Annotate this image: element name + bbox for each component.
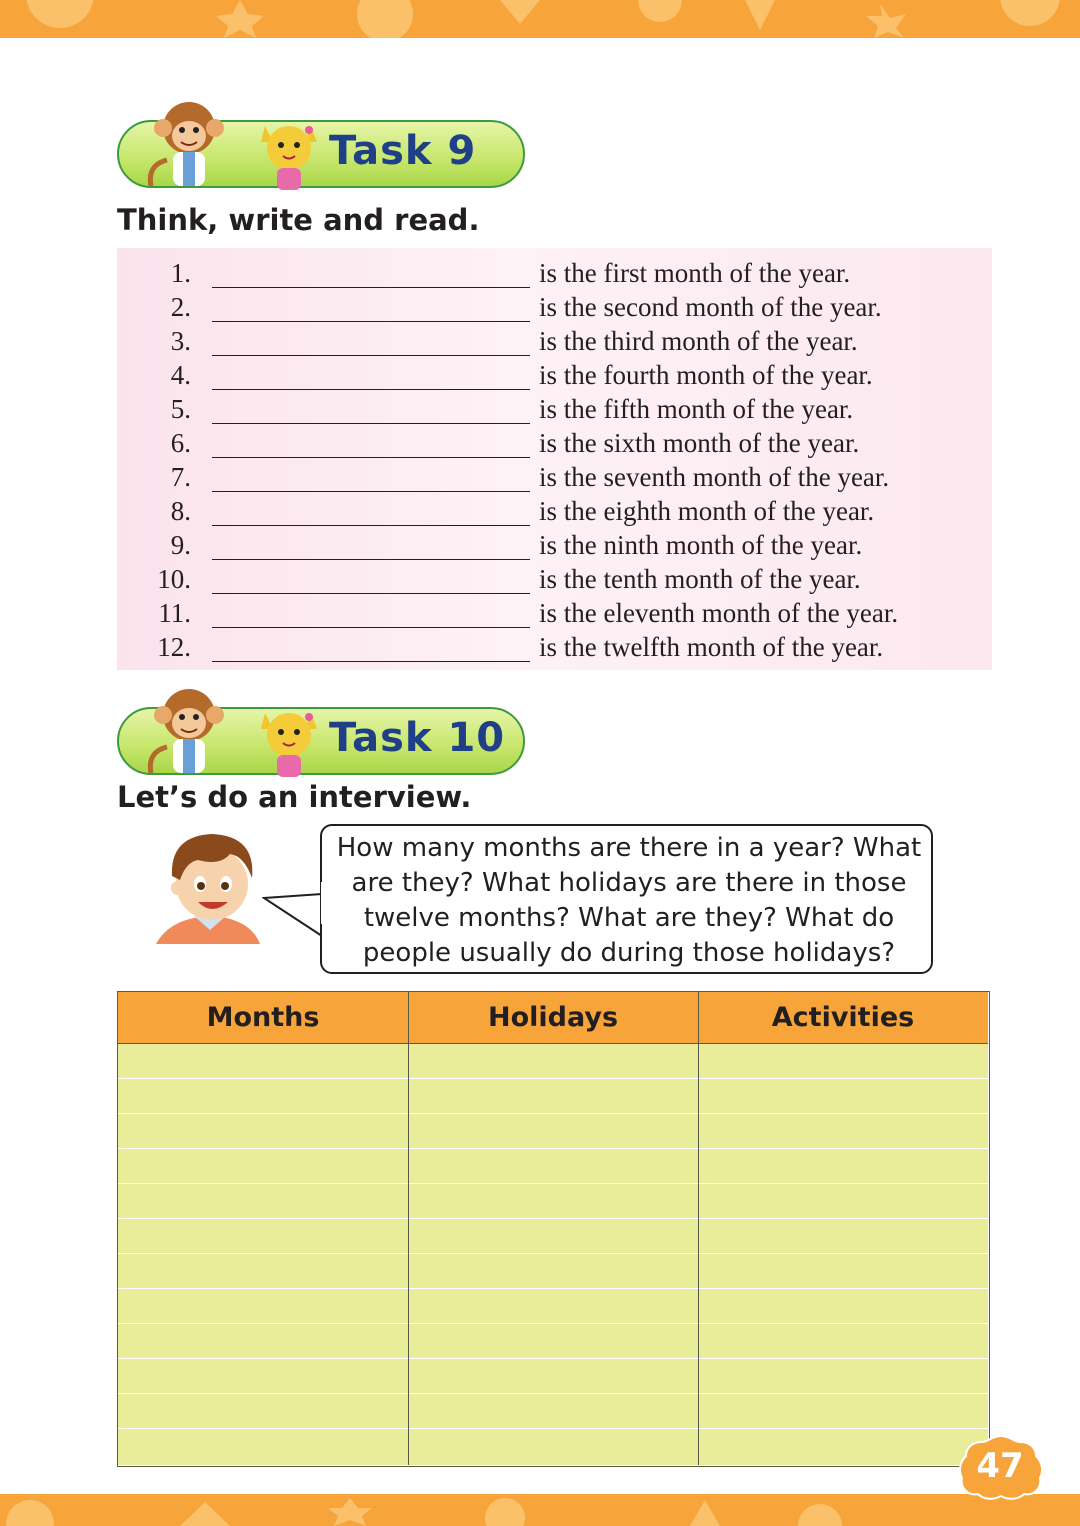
- task10-title: Task 10: [329, 715, 506, 761]
- item-text: is the fifth month of the year.: [539, 394, 854, 424]
- item-text: is the first month of the year.: [539, 258, 851, 288]
- answer-blank[interactable]: [212, 661, 530, 662]
- answer-blank[interactable]: [212, 559, 530, 560]
- speech-line: twelve months? What are they? What do: [363, 903, 895, 933]
- list-item: [117, 324, 992, 358]
- list-item: [117, 460, 992, 494]
- list-item: [117, 392, 992, 426]
- task9-instruction: Think, write and read.: [117, 203, 480, 237]
- item-text: is the twelfth month of the year.: [539, 632, 884, 662]
- column-divider: [698, 992, 699, 1465]
- answer-blank[interactable]: [212, 321, 530, 322]
- month-list-panel: [117, 248, 992, 670]
- task10-instruction: Let’s do an interview.: [117, 780, 472, 814]
- bottom-decorative-band: [0, 1494, 1080, 1526]
- list-item: [117, 596, 992, 630]
- item-number: 10.: [157, 564, 191, 594]
- monkey-mascot-icon: [127, 677, 237, 777]
- item-number: 3.: [170, 326, 191, 356]
- top-decorative-band: [0, 0, 1080, 38]
- list-item: [117, 630, 992, 664]
- table-row[interactable]: [118, 1359, 988, 1394]
- item-text: is the ninth month of the year.: [539, 530, 863, 560]
- item-number: 7.: [170, 462, 191, 492]
- table-row[interactable]: [118, 1149, 988, 1184]
- answer-blank[interactable]: [212, 627, 530, 628]
- cat-mascot-icon: [249, 699, 329, 779]
- speech-line: How many months are there in a year? What: [336, 833, 922, 863]
- table-header-row: [118, 992, 988, 1044]
- cat-mascot-icon: [249, 112, 329, 192]
- list-item: [117, 256, 992, 290]
- table-row[interactable]: [118, 1394, 988, 1429]
- table-row[interactable]: [118, 1429, 988, 1464]
- answer-blank[interactable]: [212, 457, 530, 458]
- list-item: [117, 358, 992, 392]
- item-number: 8.: [170, 496, 191, 526]
- list-item: [117, 426, 992, 460]
- speech-line: are they? What holidays are there in those: [351, 868, 907, 898]
- task10-banner: [117, 707, 525, 775]
- item-number: 12.: [157, 632, 191, 662]
- answer-blank[interactable]: [212, 593, 530, 594]
- header-holidays: Holidays: [487, 1002, 619, 1033]
- item-text: is the fourth month of the year.: [539, 360, 873, 390]
- column-divider: [408, 992, 409, 1465]
- answer-blank[interactable]: [212, 491, 530, 492]
- monkey-mascot-icon: [127, 90, 237, 190]
- item-number: 1.: [170, 258, 191, 288]
- item-text: is the seventh month of the year.: [539, 462, 890, 492]
- speech-line: people usually do during those holidays?: [362, 938, 896, 968]
- answer-blank[interactable]: [212, 355, 530, 356]
- list-item: [117, 290, 992, 324]
- header-activities: Activities: [771, 1002, 915, 1033]
- item-text: is the tenth month of the year.: [539, 564, 861, 594]
- item-text: is the eighth month of the year.: [539, 496, 875, 526]
- task9-banner: [117, 120, 525, 188]
- table-row[interactable]: [118, 1289, 988, 1324]
- list-item: [117, 494, 992, 528]
- item-text: is the eleventh month of the year.: [539, 598, 899, 628]
- item-number: 6.: [170, 428, 191, 458]
- speech-text: [334, 831, 924, 971]
- list-item: [117, 528, 992, 562]
- table-row[interactable]: [118, 1324, 988, 1359]
- item-text: is the sixth month of the year.: [539, 428, 860, 458]
- speech-bubble: [320, 824, 933, 974]
- page-number: 47: [976, 1446, 1024, 1486]
- item-text: is the third month of the year.: [539, 326, 858, 356]
- bubble-tail-join: [321, 882, 327, 924]
- table-row[interactable]: [118, 1044, 988, 1079]
- table-row[interactable]: [118, 1114, 988, 1149]
- answer-blank[interactable]: [212, 525, 530, 526]
- answer-blank[interactable]: [212, 389, 530, 390]
- table-row[interactable]: [118, 1184, 988, 1219]
- item-number: 9.: [170, 530, 191, 560]
- list-item: [117, 562, 992, 596]
- speech-bubble-tail-icon: [262, 890, 326, 942]
- item-number: 4.: [170, 360, 191, 390]
- interview-table: [117, 991, 990, 1467]
- item-text: is the second month of the year.: [539, 292, 882, 322]
- item-number: 5.: [170, 394, 191, 424]
- table-row[interactable]: [118, 1219, 988, 1254]
- header-months: Months: [206, 1002, 320, 1033]
- table-body: [118, 1044, 988, 1465]
- answer-blank[interactable]: [212, 287, 530, 288]
- item-number: 11.: [158, 598, 191, 628]
- task9-title: Task 9: [329, 128, 477, 174]
- answer-blank[interactable]: [212, 423, 530, 424]
- boy-avatar-icon: [150, 826, 270, 944]
- table-row[interactable]: [118, 1254, 988, 1289]
- table-row[interactable]: [118, 1079, 988, 1114]
- item-number: 2.: [170, 292, 191, 322]
